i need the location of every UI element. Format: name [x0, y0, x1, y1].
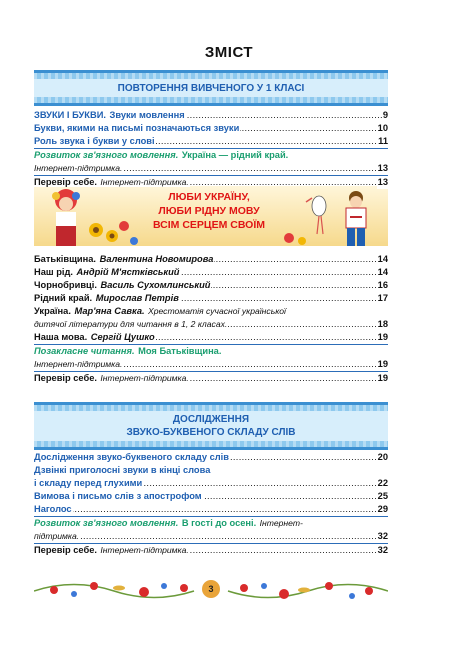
toc-group-2: [34, 253, 388, 385]
toc-row[interactable]: Розвиток зв'язного мовлення. В гості до осені. Інтернет-: [34, 518, 303, 528]
toc-row[interactable]: Позакласне читання. Моя Батьківщина.: [34, 346, 222, 356]
toc-row[interactable]: Батьківщина. Валентина Новомирова 14 .....: [34, 253, 388, 266]
toc-row[interactable]: Інтернет-підтримка. 19 .....: [34, 358, 388, 371]
toc-row[interactable]: Наша мова. Сергій Цушко 19 .....: [34, 331, 388, 344]
toc-row[interactable]: Розвиток зв'язного мовлення. Україна — рідний край.: [34, 150, 289, 160]
contents-frame: [36, 30, 422, 600]
toc-row[interactable]: Дзвінкі приголосні звуки в кінці слова: [34, 465, 211, 475]
toc-row[interactable]: Перевір себе. Інтернет-підтримка. 19 .....: [34, 372, 388, 385]
toc-row[interactable]: Перевір себе. Інтернет-підтримка. 32 .....: [34, 544, 388, 557]
toc-row[interactable]: Чорнобривці. Василь Сухомлинський 16 .....: [34, 279, 388, 292]
girl-icon: [52, 189, 80, 246]
section-header-1: [34, 70, 388, 106]
toc-group-1: [34, 109, 388, 189]
toc-row[interactable]: і складу перед глухими 22 .....: [34, 477, 388, 490]
footer-ornament: [34, 576, 388, 606]
page-title: ЗМІСТ: [204, 44, 254, 61]
toc-row[interactable]: Перевір себе. Інтернет-підтримка. 13 .....: [34, 176, 388, 189]
motto-text: ЛЮБИ УКРАЇНУ, ЛЮБИ РІДНУ МОВУ ВСІМ СЕРЦЕМ СВОЇМ: [153, 191, 265, 231]
section-header-2: ДОСЛІДЖЕННЯ ЗВУКО-БУКВЕНОГО СКЛАДУ СЛІВ: [34, 402, 388, 450]
toc-row[interactable]: підтримка. 32 .....: [34, 530, 388, 543]
toc-row[interactable]: Наш рід. Андрій М'ястківський 14 .....: [34, 266, 388, 279]
page-number: 3: [202, 580, 220, 598]
toc-row[interactable]: Дослідження звуко-буквеного складу слів 20 .....: [34, 451, 388, 464]
toc-group-3: [34, 451, 388, 557]
section-heading: ПОВТОРЕННЯ ВИВЧЕНОГО У 1 КЛАСІ: [117, 82, 305, 94]
toc-row[interactable]: Вимова і письмо слів з апострофом 25 .....: [34, 490, 388, 503]
toc-row[interactable]: Рідний край. Мирослав Петрів 17 .....: [34, 292, 388, 305]
toc-row[interactable]: дитячої літератури для читання в 1, 2 класах. 18 .....: [34, 318, 388, 331]
motto-banner: [34, 186, 388, 246]
toc-row[interactable]: Україна. Мар'яна Савка. Хрестоматія сучасної української: [34, 306, 286, 316]
toc-row[interactable]: Роль звука і букви у слові 11 .....: [34, 135, 388, 148]
toc-row[interactable]: Наголос 29 .....: [34, 503, 388, 516]
toc-row[interactable]: ЗВУКИ І БУКВИ. Звуки мовлення 9 .....: [34, 109, 388, 122]
toc-row[interactable]: Букви, якими на письмі позначаються звуки 10 .....: [34, 122, 388, 135]
toc-row[interactable]: Інтернет-підтримка. 13 .....: [34, 162, 388, 175]
